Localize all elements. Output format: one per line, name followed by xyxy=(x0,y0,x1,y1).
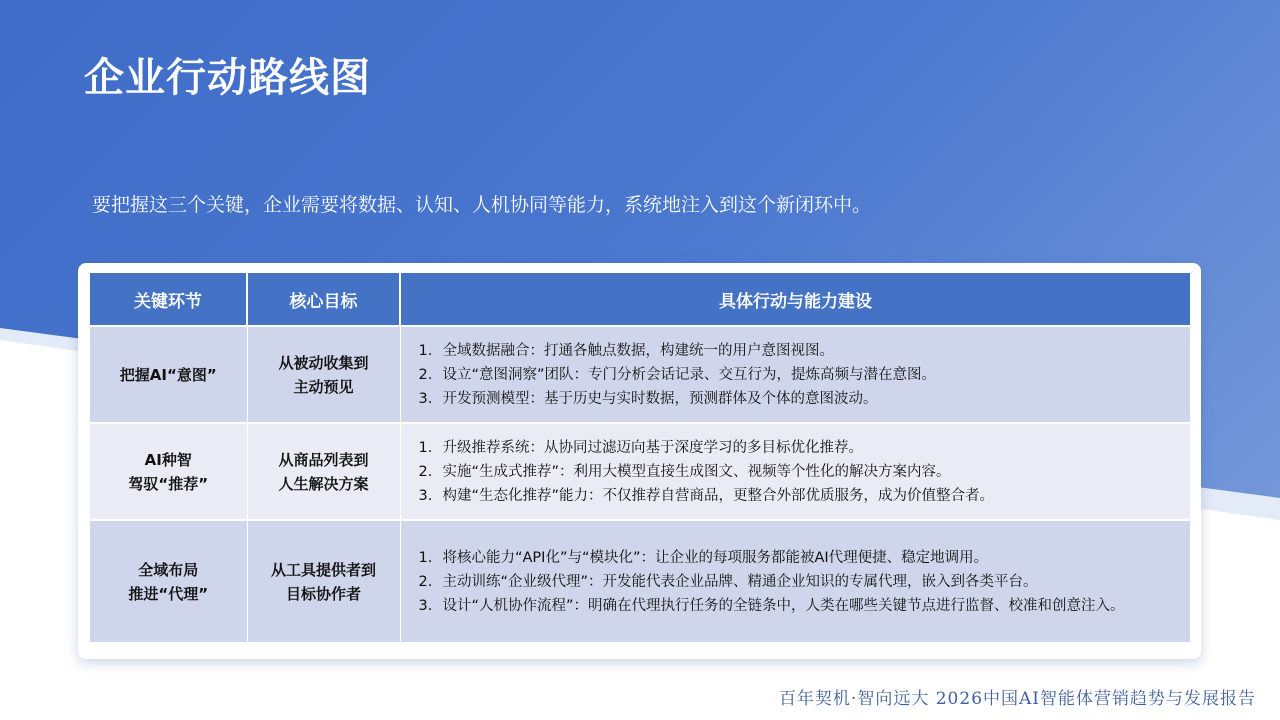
list-number: 3. xyxy=(418,487,433,504)
report-footer: 百年契机·智向远大 2026中国AI智能体营销趋势与发展报告 xyxy=(778,689,1256,709)
list-text: 设计“人机协作流程”：明确在代理执行任务的全链条中，人类在哪些关键节点进行监督、校准和创意注入。 xyxy=(442,597,1125,614)
list-text: 升级推荐系统：从协同过滤迈向基于深度学习的多目标优化推荐。 xyxy=(442,439,863,456)
list-number: 1. xyxy=(418,549,433,566)
list-number: 2. xyxy=(418,366,433,383)
list-text: 将核心能力“API化”与“模块化”：让企业的每项服务都能被AI代理便捷、稳定地调用。 xyxy=(442,549,989,566)
list-number: 3. xyxy=(418,597,433,614)
list-text: 实施“生成式推荐”：利用大模型直接生成图文、视频等个性化的解决方案内容。 xyxy=(442,463,951,480)
list-text: 全域数据融合：打通各触点数据，构建统一的用户意图视图。 xyxy=(442,342,834,359)
list-item xyxy=(419,339,1177,363)
row-core-goal: 从商品列表到 人生解决方案 xyxy=(247,423,400,520)
header-key-stage: 关键环节 xyxy=(90,273,247,326)
roadmap-card xyxy=(78,263,1201,659)
table-row xyxy=(90,326,1190,423)
row-key-stage: 全域布局 推进“代理” xyxy=(90,520,247,642)
list-text: 构建“生态化推荐”能力：不仅推荐自营商品，更整合外部优质服务，成为价值整合者。 xyxy=(442,487,995,504)
list-item xyxy=(419,570,1177,594)
list-item xyxy=(419,594,1177,618)
header-core-goal: 核心目标 xyxy=(247,273,400,326)
row-key-stage: 把握AI“意图” xyxy=(90,326,247,423)
row-core-goal: 从被动收集到 主动预见 xyxy=(247,326,400,423)
table-row xyxy=(90,423,1190,520)
row-actions xyxy=(400,423,1190,520)
table-header-row xyxy=(90,273,1190,326)
page-subtitle: 要把握这三个关键，企业需要将数据、认知、人机协同等能力，系统地注入到这个新闭环中。 xyxy=(92,194,872,216)
row-actions xyxy=(400,520,1190,642)
list-item xyxy=(419,484,1177,508)
list-item xyxy=(419,436,1177,460)
row-key-stage: AI种智 驾驭“推荐” xyxy=(90,423,247,520)
table-row xyxy=(90,520,1190,642)
page-title: 企业行动路线图 xyxy=(84,55,371,101)
list-item xyxy=(419,363,1177,387)
list-number: 1. xyxy=(418,439,433,456)
list-text: 设立“意图洞察”团队：专门分析会话记录、交互行为，提炼高频与潜在意图。 xyxy=(442,366,937,383)
list-text: 开发预测模型：基于历史与实时数据，预测群体及个体的意图波动。 xyxy=(442,390,878,407)
list-number: 2. xyxy=(418,573,433,590)
list-item xyxy=(419,460,1177,484)
roadmap-table xyxy=(90,273,1190,642)
list-text: 主动训练“企业级代理”：开发能代表企业品牌、精通企业知识的专属代理，嵌入到各类平台。 xyxy=(442,573,1038,590)
row-actions xyxy=(400,326,1190,423)
list-number: 2. xyxy=(418,463,433,480)
list-number: 1. xyxy=(418,342,433,359)
row-core-goal: 从工具提供者到 目标协作者 xyxy=(247,520,400,642)
header-actions: 具体行动与能力建设 xyxy=(400,273,1190,326)
list-number: 3. xyxy=(418,390,433,407)
action-list xyxy=(401,339,1191,411)
list-item xyxy=(419,546,1177,570)
list-item xyxy=(419,387,1177,411)
action-list xyxy=(401,436,1191,508)
action-list xyxy=(401,546,1191,618)
